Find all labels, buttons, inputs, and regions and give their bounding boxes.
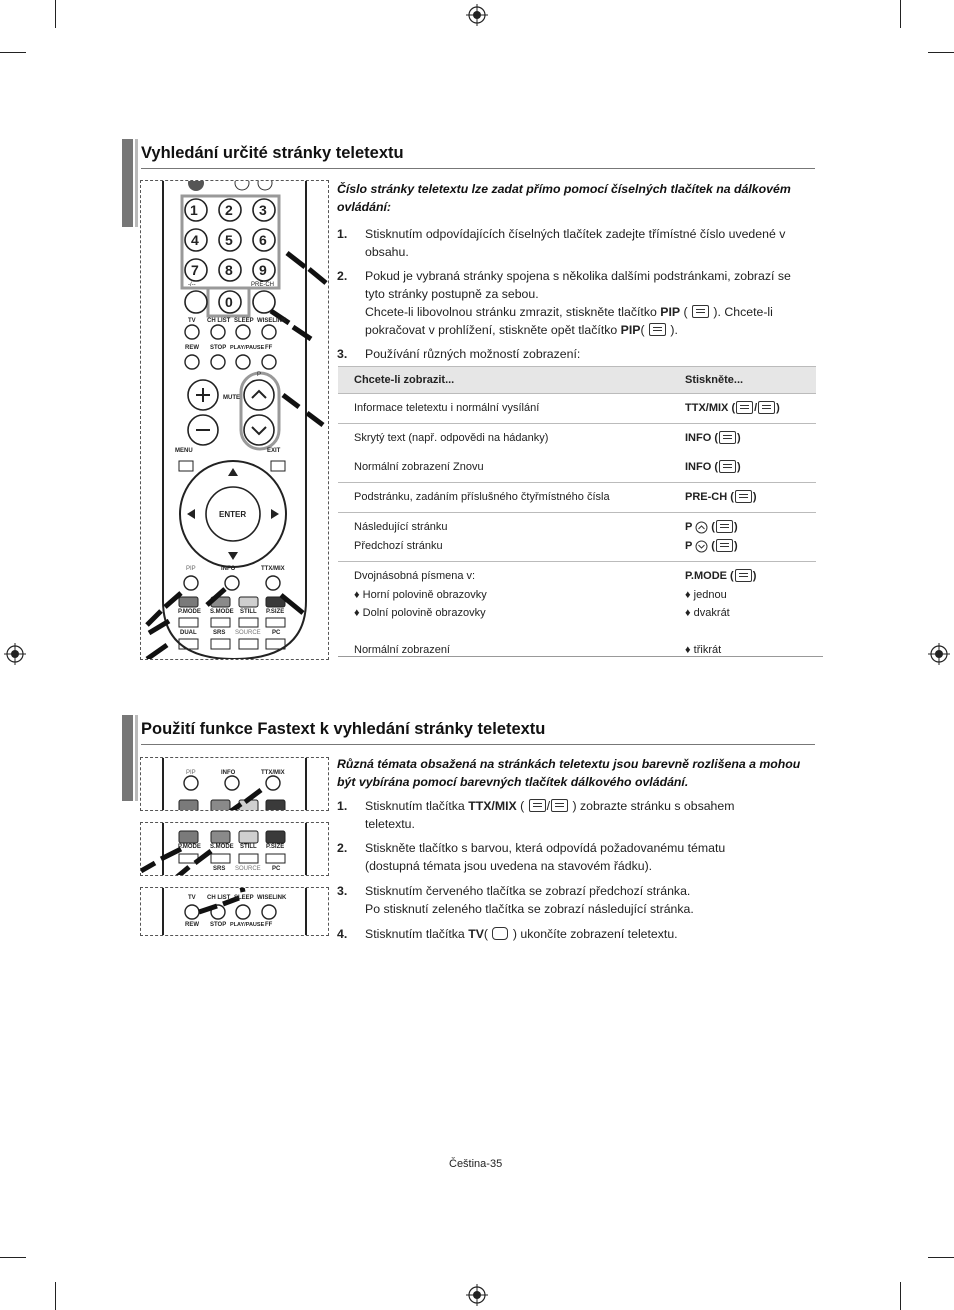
key-name: TTX/MIX xyxy=(468,799,517,813)
step-line: obsahu. xyxy=(365,245,409,259)
stop-label: STOP xyxy=(210,345,227,351)
digit-4-button[interactable]: 4 xyxy=(191,232,199,248)
playpause-label: PLAY/PAUSE xyxy=(230,922,265,928)
key-name: P.MODE ( xyxy=(685,570,734,582)
smode-label: S.MODE xyxy=(210,609,234,615)
step-line: tyto stránky postupně za sebou. xyxy=(365,287,539,301)
section-title: Vyhledání určité stránky teletextu xyxy=(141,144,404,162)
step-text xyxy=(365,882,694,918)
key-name: PRE-CH ( xyxy=(685,491,734,503)
table-cell xyxy=(338,513,669,562)
tv-label: TV xyxy=(188,895,196,901)
pip-key-icon xyxy=(692,305,709,318)
table-line: ♦ dvakrát xyxy=(685,607,730,619)
table-cell: P.MODE ( ) ♦ jednou ♦ dvakrát ♦ třikrát xyxy=(685,570,757,656)
remote-control-drawing xyxy=(141,181,328,659)
ttx-key-icon xyxy=(736,401,753,414)
pmode-label: P.MODE xyxy=(178,844,201,850)
digit-6-button[interactable]: 6 xyxy=(259,232,267,248)
digit-3-button[interactable]: 3 xyxy=(259,202,267,218)
step-number: 1. xyxy=(337,227,348,241)
step-line: Stisknutím červeného tlačítka se zobrazí předchozí stránka. xyxy=(365,884,691,898)
key-name: PIP xyxy=(620,323,641,337)
step-line: ) zobrazte stránku s obsahem xyxy=(569,799,735,813)
digit-7-button[interactable]: 7 xyxy=(191,262,199,278)
step-line: pokračovat v prohlížení, stiskněte opět tlačítko xyxy=(365,323,621,337)
page-footer: Čeština-35 xyxy=(449,1158,503,1170)
prev-page-icon xyxy=(716,539,733,552)
step-item xyxy=(337,882,817,922)
section-rule xyxy=(141,744,815,745)
info-label: INFO xyxy=(221,566,236,572)
ff-label: FF xyxy=(265,345,273,351)
exit-label: EXIT xyxy=(267,448,281,454)
section-bar xyxy=(135,139,138,227)
still-label: STILL xyxy=(240,609,257,615)
sleep-label: SLEEP xyxy=(234,318,254,324)
still-label: STILL xyxy=(240,844,257,850)
psize-label: P.SIZE xyxy=(266,844,285,850)
digit-9-button[interactable]: 9 xyxy=(259,262,267,278)
pip-key-icon xyxy=(649,323,666,336)
section-intro xyxy=(337,755,817,791)
step-line: Stisknutím tlačítka xyxy=(365,799,469,813)
table-row xyxy=(338,448,816,483)
step-item xyxy=(337,225,817,265)
step-line: ). xyxy=(666,323,678,337)
step-line: ( xyxy=(516,799,528,813)
crop-mark xyxy=(928,1257,954,1258)
table-cell: PRE-CH ( ) xyxy=(669,483,816,513)
rew-label: REW xyxy=(185,345,199,351)
table-line: ♦ jednou xyxy=(685,588,727,601)
step-number: 2. xyxy=(337,841,348,855)
ttxmix-label: TTX/MIX xyxy=(261,566,285,572)
remote-strip-drawing xyxy=(141,758,328,810)
table-cell: Podstránku, zadáním příslušného čtyřmístného čísla xyxy=(338,483,669,513)
step-text xyxy=(365,225,785,261)
crop-mark xyxy=(0,52,26,53)
table-line: Normální zobrazení xyxy=(354,644,450,656)
key-name: PIP xyxy=(660,305,681,319)
table-line: Následující stránku xyxy=(354,521,448,533)
ff-label: FF xyxy=(265,922,273,928)
registration-mark-icon xyxy=(4,643,26,665)
step-line: Po stisknutí zeleného tlačítka se zobrazí následující stránka. xyxy=(365,902,694,916)
table-line: Dvojnásobná písmena v: xyxy=(354,570,476,582)
tv-key-icon xyxy=(492,927,508,940)
step-line: teletextu. xyxy=(365,817,415,831)
enter-button[interactable]: ENTER xyxy=(219,510,247,519)
table-row xyxy=(338,483,816,513)
chlist-label: CH LIST xyxy=(207,895,231,901)
info-label: INFO xyxy=(221,770,236,776)
section-bar xyxy=(122,139,133,227)
digit-2-button[interactable]: 2 xyxy=(225,202,233,218)
teletext-options-table xyxy=(338,366,816,665)
table-row xyxy=(338,513,816,562)
chlist-label: CH LIST xyxy=(207,318,231,324)
p-label: P xyxy=(257,372,262,378)
step-item xyxy=(337,925,817,945)
step-number: 4. xyxy=(337,927,348,941)
mix-key-icon xyxy=(758,401,775,414)
step-line: Stiskněte tlačítko s barvou, která odpovídá požadovanému tématu xyxy=(365,841,726,855)
table-cell: Normální zobrazení Znovu xyxy=(338,448,669,483)
registration-mark-icon xyxy=(466,4,488,26)
table-line: ♦ Horní polovině obrazovky xyxy=(354,588,487,601)
digit-0-button[interactable]: 0 xyxy=(225,294,233,310)
intro-line: Různá témata obsažená na stránkách teletextu jsou barevně rozlišena a mohou xyxy=(337,757,801,771)
step-line: ) ukončíte zobrazení teletextu. xyxy=(509,927,678,941)
key-name: INFO ( xyxy=(685,432,718,444)
pmode-label: P.MODE xyxy=(178,609,201,615)
registration-mark-icon xyxy=(928,643,950,665)
digit-1-button[interactable]: 1 xyxy=(190,202,198,218)
table-cell: TTX/MIX ( / ) xyxy=(669,394,816,424)
wiselink-label: WISELINK xyxy=(257,895,287,901)
next-page-icon xyxy=(716,520,733,533)
step-item xyxy=(337,839,817,879)
wiselink-label: WISELINK xyxy=(257,318,287,324)
step-line: ( xyxy=(483,927,492,941)
crop-mark xyxy=(0,1257,26,1258)
sleep-label: SLEEP xyxy=(234,895,254,901)
key-name: P xyxy=(685,521,693,533)
prech-label: PRE-CH xyxy=(251,282,275,288)
step-text: Stisknutím tlačítka TTX/MIX ( / ) zobrazte stránku s obsahem teletextu. xyxy=(365,799,735,831)
key-name: TTX/MIX ( xyxy=(685,402,736,414)
info-key-icon xyxy=(719,460,736,473)
step-item xyxy=(337,345,817,365)
table-cell: INFO ( ) xyxy=(685,432,741,444)
table-header xyxy=(338,367,816,394)
crop-mark xyxy=(55,0,56,28)
table-row xyxy=(338,424,816,449)
step-number: 2. xyxy=(337,269,348,283)
step-line: Stisknutím tlačítka xyxy=(365,927,469,941)
remote-strip-colors xyxy=(140,822,329,876)
step-item xyxy=(337,267,817,343)
key-name: TV xyxy=(468,927,484,941)
mix-key-icon xyxy=(551,799,568,812)
digit-8-button[interactable]: 8 xyxy=(225,262,233,278)
rew-label: REW xyxy=(185,922,199,928)
ttxmix-label: TTX/MIX xyxy=(261,770,285,776)
section-title: Použití funkce Fastext k vyhledání stránky teletextu xyxy=(141,720,546,738)
step-line: (dostupná témata jsou uvedena na stavovém řádku). xyxy=(365,859,653,873)
table-bottom-rule xyxy=(338,656,823,657)
section-bar xyxy=(122,715,133,801)
smode-label: S.MODE xyxy=(210,844,234,850)
table-line: Předchozí stránku xyxy=(354,540,443,552)
crop-mark xyxy=(928,52,954,53)
table-header-cell: Stiskněte... xyxy=(669,367,816,394)
table-row xyxy=(338,394,816,424)
table-cell xyxy=(338,562,669,665)
table-header-cell: Chcete-li zobrazit... xyxy=(338,367,669,394)
table-line: ♦ Dolní polovině obrazovky xyxy=(354,607,486,619)
remote-strip-ttx xyxy=(140,757,329,811)
source-label: SOURCE xyxy=(235,866,261,872)
channel-up-icon xyxy=(695,521,708,534)
remote-strip-tv xyxy=(140,887,329,936)
step-line: ( xyxy=(680,305,692,319)
table-cell: Skrytý text (např. odpovědi na hádanky) xyxy=(354,432,549,444)
crop-mark xyxy=(55,1282,56,1310)
step-number: 3. xyxy=(337,884,348,898)
mute-label: MUTE xyxy=(223,395,240,401)
digit-5-button[interactable]: 5 xyxy=(225,232,233,248)
dual-label: DUAL xyxy=(180,630,197,636)
intro-line: být vybírána pomocí barevných tlačítek dálkového ovládání. xyxy=(337,775,689,789)
dash-label: -/-- xyxy=(188,282,196,288)
menu-label: MENU xyxy=(175,448,193,454)
step-line: Stisknutím odpovídajících číselných tlačítek zadejte třímístné číslo uvedené v xyxy=(365,227,786,241)
step-line: ( xyxy=(640,323,648,337)
table-row xyxy=(338,562,816,665)
step-text xyxy=(365,839,725,875)
srs-label: SRS xyxy=(213,866,226,872)
step-number: 3. xyxy=(337,347,348,361)
table-cell: INFO ( ) xyxy=(669,448,816,483)
pmode-key-icon xyxy=(735,569,752,582)
section-rule xyxy=(141,168,815,169)
section-intro: Číslo stránky teletextu lze zadat přímo pomocí číselných tlačítek na dálkovém ovládání: xyxy=(337,182,791,214)
step-text xyxy=(365,925,678,943)
key-name: P xyxy=(685,540,693,552)
prech-key-icon xyxy=(735,490,752,503)
source-label: SOURCE xyxy=(235,630,261,636)
crop-mark xyxy=(900,1282,901,1310)
table-cell: P ( ) P ( ) xyxy=(669,513,816,562)
ttx-key-icon xyxy=(529,799,546,812)
channel-down-icon xyxy=(695,540,708,553)
stop-label: STOP xyxy=(210,922,227,928)
srs-label: SRS xyxy=(213,630,226,636)
step-number: 1. xyxy=(337,799,348,813)
step-line: Pokud je vybraná stránky spojena s několika dalšími podstránkami, zobrazí se xyxy=(365,269,791,283)
remote-control-illustration xyxy=(140,180,329,660)
step-item xyxy=(337,797,817,837)
info-key-icon xyxy=(719,431,736,444)
table-cell: Informace teletextu i normální vysílání xyxy=(338,394,669,424)
step-text xyxy=(365,267,791,339)
tv-label: TV xyxy=(188,318,196,324)
key-name: INFO ( xyxy=(685,461,718,473)
pc-label: PC xyxy=(272,866,281,872)
psize-label: P.SIZE xyxy=(266,609,285,615)
playpause-label: PLAY/PAUSE xyxy=(230,345,265,351)
pip-label: PIP xyxy=(186,770,196,776)
pc-label: PC xyxy=(272,630,281,636)
registration-mark-icon xyxy=(466,1284,488,1306)
table-line: ♦ třikrát xyxy=(685,644,722,656)
pip-label: PIP xyxy=(186,566,196,572)
crop-mark xyxy=(900,0,901,28)
step-line: Chcete-li libovolnou stránku zmrazit, stiskněte tlačítko xyxy=(365,305,661,319)
section-bar xyxy=(135,715,138,801)
step-text: Používání různých možností zobrazení: xyxy=(365,347,581,361)
step-line: ). Chcete-li xyxy=(710,305,773,319)
